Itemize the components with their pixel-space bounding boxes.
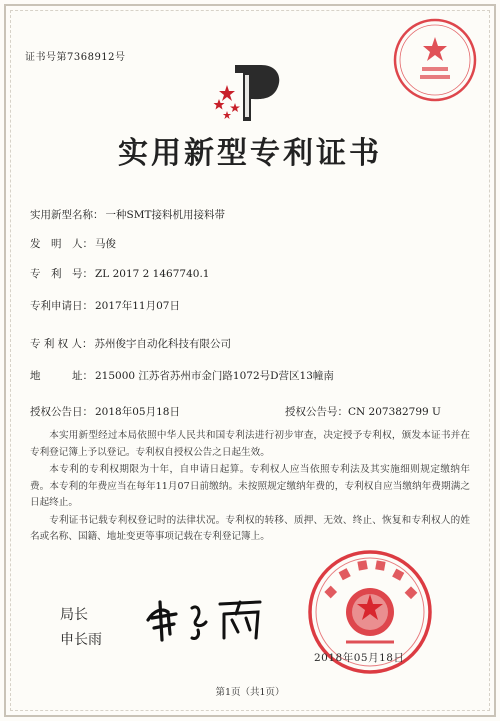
body-paragraph-3: 专利证书记载专利权登记时的法律状况。专利权的转移、质押、无效、终止、恢复和专利权人的姓名或名称、国籍、地址变更等事项记载在专利登记簿上。 xyxy=(30,514,470,542)
handwritten-signature xyxy=(140,590,270,645)
utility-model-name-row xyxy=(30,207,225,222)
inventor-value: 马俊 xyxy=(95,238,116,250)
certificate-number: 证书号第7368912号 xyxy=(25,52,126,63)
grant-number-label: 授权公告号： xyxy=(285,406,348,418)
address-row xyxy=(30,368,334,383)
utility-model-name-value: 一种SMT接料机用接料带 xyxy=(105,209,225,221)
address-label: 地 址： xyxy=(30,370,93,382)
grant-date-row xyxy=(30,404,180,419)
grant-date-value: 2018年05月18日 xyxy=(95,406,180,418)
body-paragraph-2: 本专利的专利权期限为十年，自申请日起算。专利权人应当依照专利法及其实施细则规定缴纳年费。本专利的年费应当在每年11月07日前缴纳。未按照规定缴纳年费的，专利权自应当缴纳年费期满之日起终止。 xyxy=(30,464,470,508)
patentee-value: 苏州俊宇自动化科技有限公司 xyxy=(94,338,232,350)
director-title: 局长 xyxy=(60,607,88,623)
patentee-label: 专 利 权 人： xyxy=(30,338,93,350)
patent-number-label: 专 利 号： xyxy=(30,268,93,280)
certificate-title: 实用新型专利证书 xyxy=(118,136,382,171)
inventor-label: 发 明 人： xyxy=(30,238,93,250)
seal-date: 2018年05月18日 xyxy=(314,652,405,664)
director-name: 申长雨 xyxy=(60,632,102,648)
filing-date-label: 专利申请日： xyxy=(30,300,93,312)
patentee-row xyxy=(30,336,231,351)
patent-office-emblem xyxy=(205,55,295,125)
grant-number-value: CN 207382799 U xyxy=(348,406,441,418)
top-seal-stamp xyxy=(390,15,480,105)
grant-date-label: 授权公告日： xyxy=(30,406,93,418)
patent-number-value: ZL 2017 2 1467740.1 xyxy=(95,268,210,280)
filing-date-row xyxy=(30,298,180,313)
patent-number-row xyxy=(30,266,209,281)
certificate-body xyxy=(30,428,470,547)
body-paragraph-1: 本实用新型经过本局依照中华人民共和国专利法进行初步审查，决定授予专利权，颁发本证书并在专利登记簿上予以登记。专利权自授权公告之日起生效。 xyxy=(30,430,470,458)
page-footer: 第1页（共1页） xyxy=(215,687,285,698)
address-value: 215000 江苏省苏州市金门路1072号D营区13幢南 xyxy=(95,370,334,382)
utility-model-name-label: 实用新型名称： xyxy=(30,209,104,221)
filing-date-value: 2017年11月07日 xyxy=(95,300,180,312)
grant-number-row xyxy=(285,404,441,419)
inventor-row xyxy=(30,236,116,251)
